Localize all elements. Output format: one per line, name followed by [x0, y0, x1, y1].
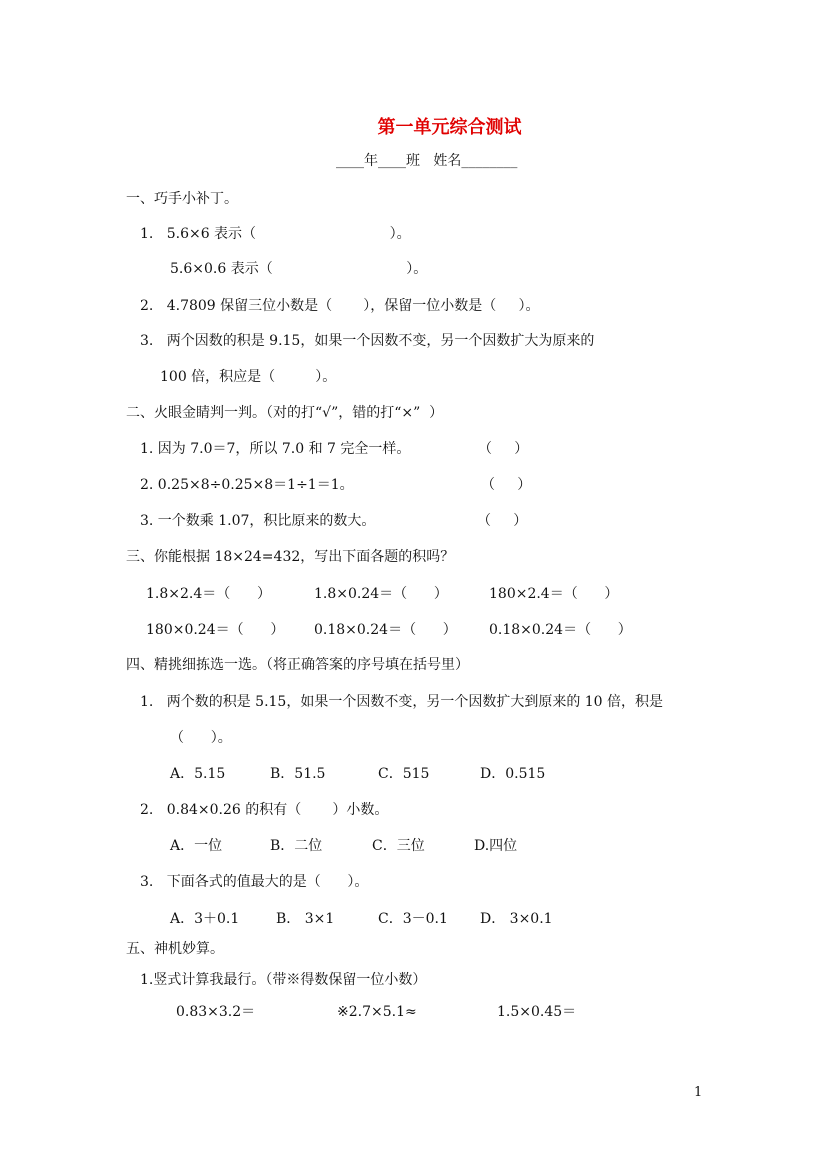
- s4-question-2: 2. 0.84×0.26 的积有（ ）小数。: [140, 802, 389, 818]
- s4-question-1a: 1. 两个数的积是 5.15，如果一个因数不变，另一个因数扩大到原来的 10 倍，积是: [140, 694, 664, 710]
- s4-question-3: 3. 下面各式的值最大的是（ ）。: [140, 874, 369, 890]
- page-title: 第一单元综合测试: [377, 117, 522, 138]
- s2-question-2: 2. 0.25×8÷0.25×8＝1÷1＝1。: [140, 477, 354, 493]
- s4-q1-option-b: B．51.5: [270, 766, 326, 782]
- s4-q2-option-d: D.四位: [474, 838, 518, 854]
- s2-answer-bracket-3: （ ）: [477, 513, 528, 529]
- s4-q3-option-b: B． 3×1: [276, 911, 335, 927]
- s1-question-3b: 100 倍，积应是（ ）。: [160, 369, 337, 385]
- s3-r2c1: 180×0.24＝（ ）: [146, 622, 285, 638]
- s4-question-1b: （ ）。: [170, 730, 232, 746]
- s3-r1c2: 1.8×0.24＝（ ）: [314, 586, 448, 602]
- s1-question-1b: 5.6×0.6 表示（ ）。: [170, 261, 428, 277]
- s2-question-1: 1. 因为 7.0＝7，所以 7.0 和 7 完全一样。: [140, 441, 411, 457]
- s4-q3-option-c: C．3－0.1: [378, 911, 448, 927]
- s5-expr-1: 0.83×3.2＝: [176, 1004, 256, 1020]
- s2-answer-bracket-2: （ ）: [481, 477, 532, 493]
- s4-q1-option-d: D．0.515: [480, 766, 546, 782]
- s4-q1-option-c: C．515: [378, 766, 430, 782]
- s4-q3-option-a: A．3＋0.1: [170, 911, 240, 927]
- s5-expr-2: ※2.7×5.1≈: [337, 1004, 417, 1020]
- s4-q1-option-a: A．5.15: [170, 766, 226, 782]
- section-5-heading: 五、神机妙算。: [126, 941, 224, 957]
- s4-q2-option-c: C．三位: [372, 838, 425, 854]
- s5-question-1: 1.竖式计算我最行。（带※得数保留一位小数）: [140, 972, 427, 988]
- section-3-heading: 三、你能根据 18×24=432，写出下面各题的积吗？: [126, 549, 455, 565]
- s3-r2c3: 0.18×0.24＝（ ）: [489, 622, 632, 638]
- s3-r1c3: 180×2.4＝（ ）: [489, 586, 619, 602]
- s1-question-1a: 1. 5.6×6 表示（ ）。: [140, 226, 411, 242]
- s4-q3-option-d: D． 3×0.1: [480, 911, 553, 927]
- s2-answer-bracket-1: （ ）: [478, 441, 529, 457]
- page-number: 1: [694, 1085, 703, 1100]
- section-4-heading: 四、精挑细拣选一选。（将正确答案的序号填在括号里）: [126, 657, 469, 673]
- section-2-heading: 二、火眼金睛判一判。（对的打“√”，错的打“×” ）: [126, 405, 444, 421]
- s1-question-3a: 3. 两个因数的积是 9.15，如果一个因数不变，另一个因数扩大为原来的: [140, 333, 595, 349]
- s5-expr-3: 1.5×0.45＝: [497, 1004, 577, 1020]
- s4-q2-option-b: B．二位: [270, 838, 323, 854]
- s3-r1c1: 1.8×2.4＝（ ）: [146, 586, 271, 602]
- s3-r2c2: 0.18×0.24＝（ ）: [314, 622, 457, 638]
- s2-question-3: 3. 一个数乘 1.07，积比原来的数大。: [140, 513, 376, 529]
- section-1-heading: 一、巧手小补丁。: [126, 191, 238, 207]
- s1-question-2: 2. 4.7809 保留三位小数是（ ），保留一位小数是（ ）。: [140, 298, 540, 314]
- s4-q2-option-a: A．一位: [170, 838, 223, 854]
- name-class-line: ____年____班 姓名________: [336, 153, 518, 169]
